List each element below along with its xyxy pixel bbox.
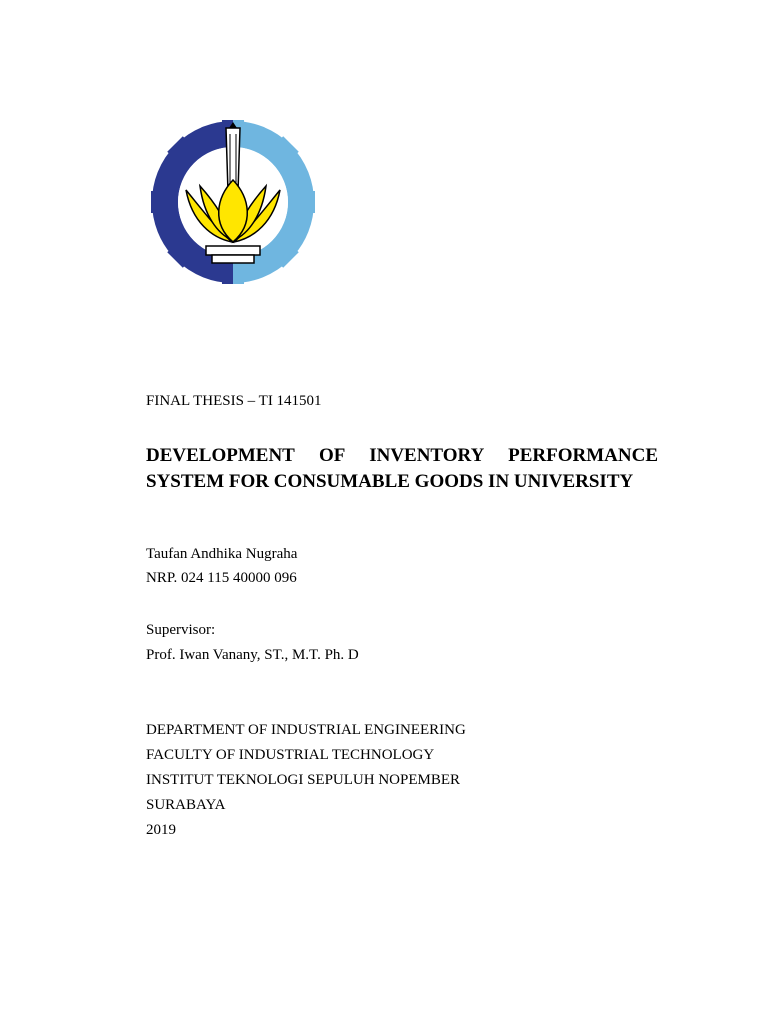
- thesis-code: FINAL THESIS – TI 141501: [146, 393, 322, 409]
- university-logo-icon: [146, 120, 320, 284]
- department-name: DEPARTMENT OF INDUSTRIAL ENGINEERING: [146, 722, 466, 738]
- institute-name: INSTITUT TEKNOLOGI SEPULUH NOPEMBER: [146, 772, 461, 788]
- supervisor-name: Prof. Iwan Vanany, ST., M.T. Ph. D: [146, 647, 359, 663]
- emblem-base: [206, 246, 260, 263]
- author-nrp: NRP. 024 115 40000 096: [146, 570, 297, 586]
- city-name: SURABAYA: [146, 797, 226, 813]
- thesis-year: 2019: [146, 822, 176, 838]
- faculty-name: FACULTY OF INDUSTRIAL TECHNOLOGY: [146, 747, 435, 763]
- supervisor-label: Supervisor:: [146, 622, 216, 638]
- thesis-title: DEVELOPMENT OF INVENTORY PERFORMANCE SYSTEM FOR CONSUMABLE GOODS IN UNIVERSITY: [146, 445, 658, 492]
- author-name: Taufan Andhika Nugraha: [146, 546, 298, 562]
